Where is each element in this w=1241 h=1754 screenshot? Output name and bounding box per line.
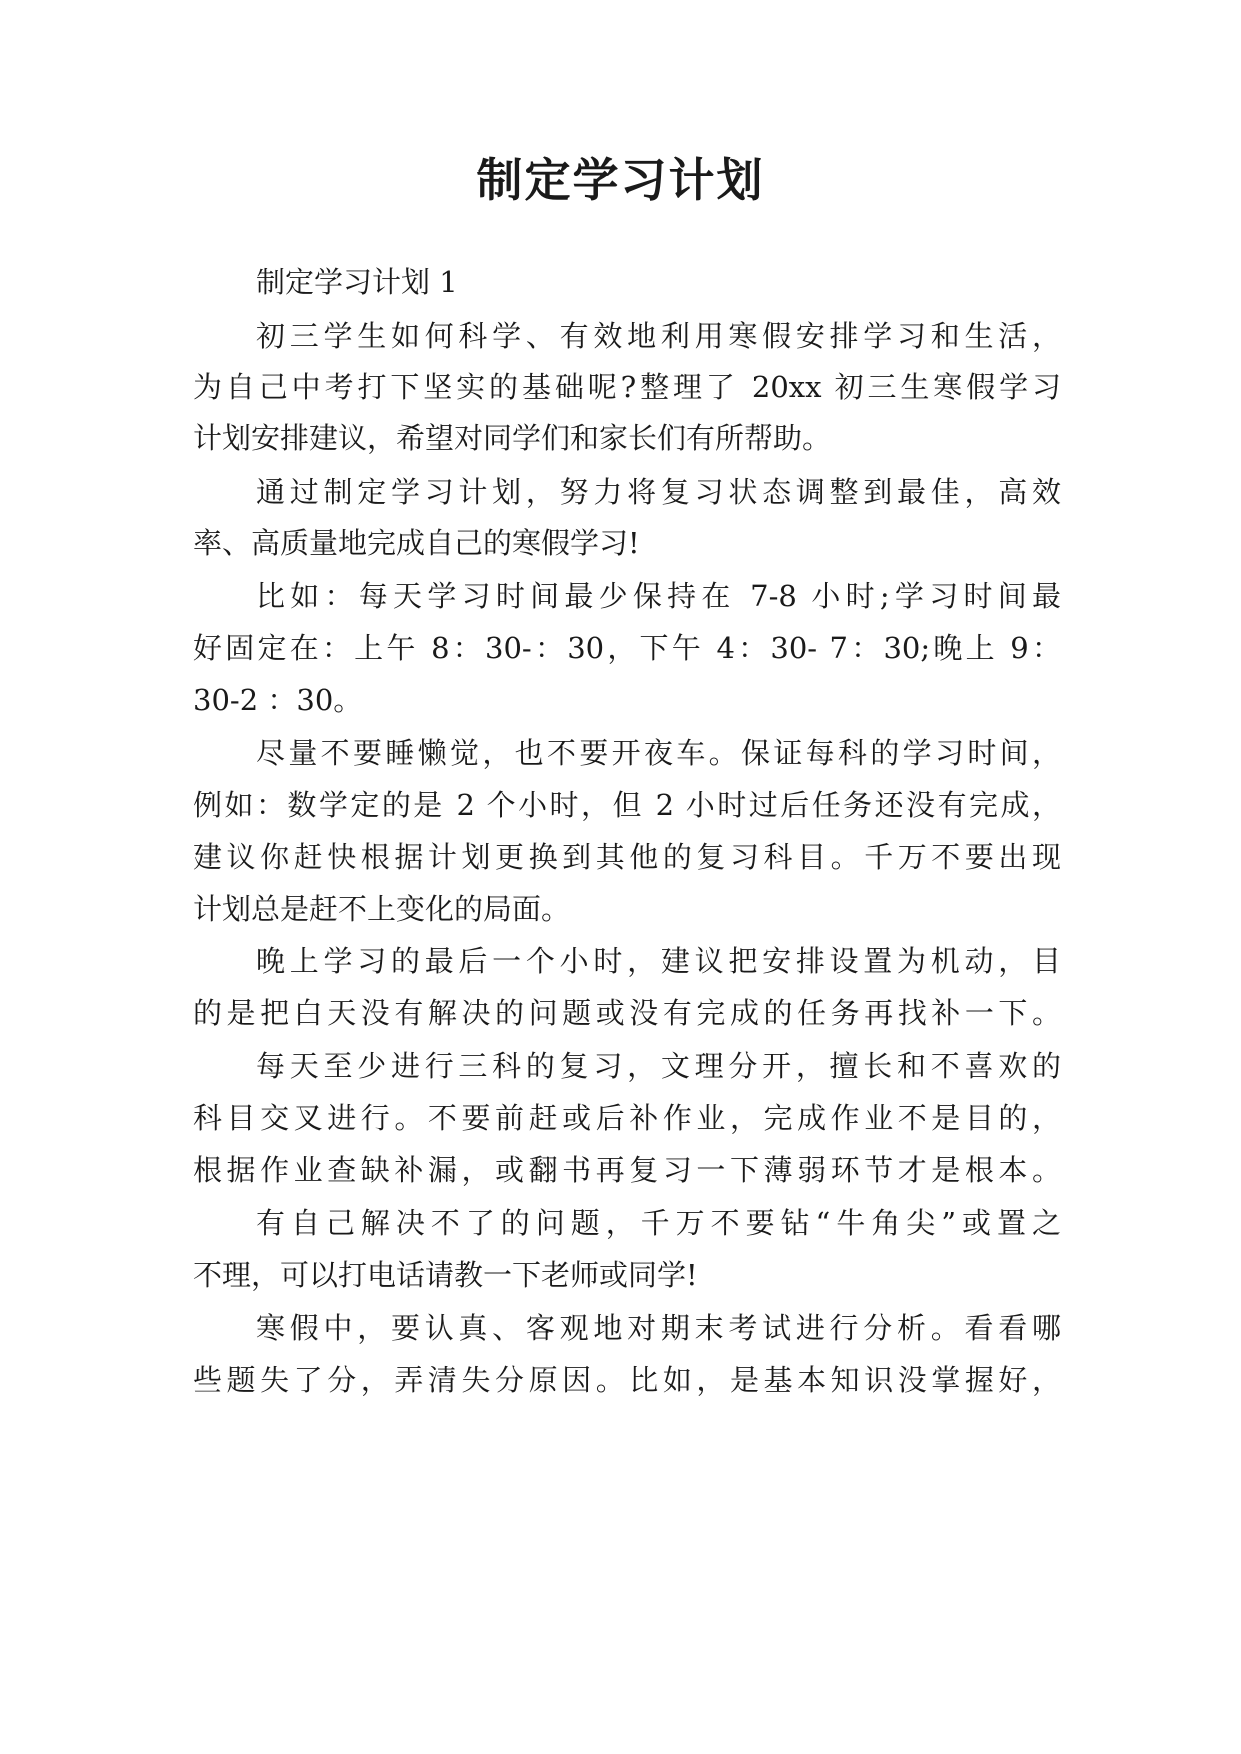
- body-line: 初三学生如何科学、有效地利用寒假安排学习和生活，: [256, 319, 1061, 353]
- section-heading: 制定学习计划 1: [256, 265, 458, 299]
- body-line: 好固定在：上午 8：30-：30，下午 4：30- 7：30;晚上 9：: [193, 631, 1061, 665]
- body-line: 根据作业查缺补漏，或翻书再复习一下薄弱环节才是根本。: [193, 1153, 1061, 1187]
- body-line: 寒假中，要认真、客观地对期末考试进行分析。看看哪: [256, 1311, 1061, 1345]
- body-line: 为自己中考打下坚实的基础呢?整理了 20xx 初三生寒假学习: [193, 370, 1061, 404]
- body-line: 率、高质量地完成自己的寒假学习!: [193, 526, 640, 560]
- body-line: 尽量不要睡懒觉，也不要开夜车。保证每科的学习时间，: [256, 736, 1061, 770]
- body-line: 有自己解决不了的问题，千万不要钻“牛角尖”或置之: [256, 1206, 1061, 1240]
- document-title: 制定学习计划: [476, 153, 765, 207]
- body-line: 计划安排建议，希望对同学们和家长们有所帮助。: [193, 421, 832, 455]
- body-line: 30-2 ：30。: [193, 683, 363, 717]
- body-line: 通过制定学习计划，努力将复习状态调整到最佳，高效: [256, 475, 1061, 509]
- body-line: 比如：每天学习时间最少保持在 7-8 小时;学习时间最: [256, 579, 1061, 613]
- body-line: 每天至少进行三科的复习，文理分开，擅长和不喜欢的: [256, 1049, 1061, 1083]
- body-line: 晚上学习的最后一个小时，建议把安排设置为机动，目: [256, 944, 1061, 978]
- body-line: 例如：数学定的是 2 个小时，但 2 小时过后任务还没有完成，: [193, 788, 1061, 822]
- body-line: 计划总是赶不上变化的局面。: [193, 892, 571, 926]
- body-line: 建议你赶快根据计划更换到其他的复习科目。千万不要出现: [193, 840, 1061, 874]
- body-line: 的是把白天没有解决的问题或没有完成的任务再找补一下。: [193, 996, 1061, 1030]
- body-line: 不理，可以打电话请教一下老师或同学!: [193, 1258, 698, 1292]
- body-line: 科目交叉进行。不要前赶或后补作业，完成作业不是目的，: [193, 1101, 1061, 1135]
- body-line: 些题失了分，弄清失分原因。比如，是基本知识没掌握好，: [193, 1363, 1061, 1397]
